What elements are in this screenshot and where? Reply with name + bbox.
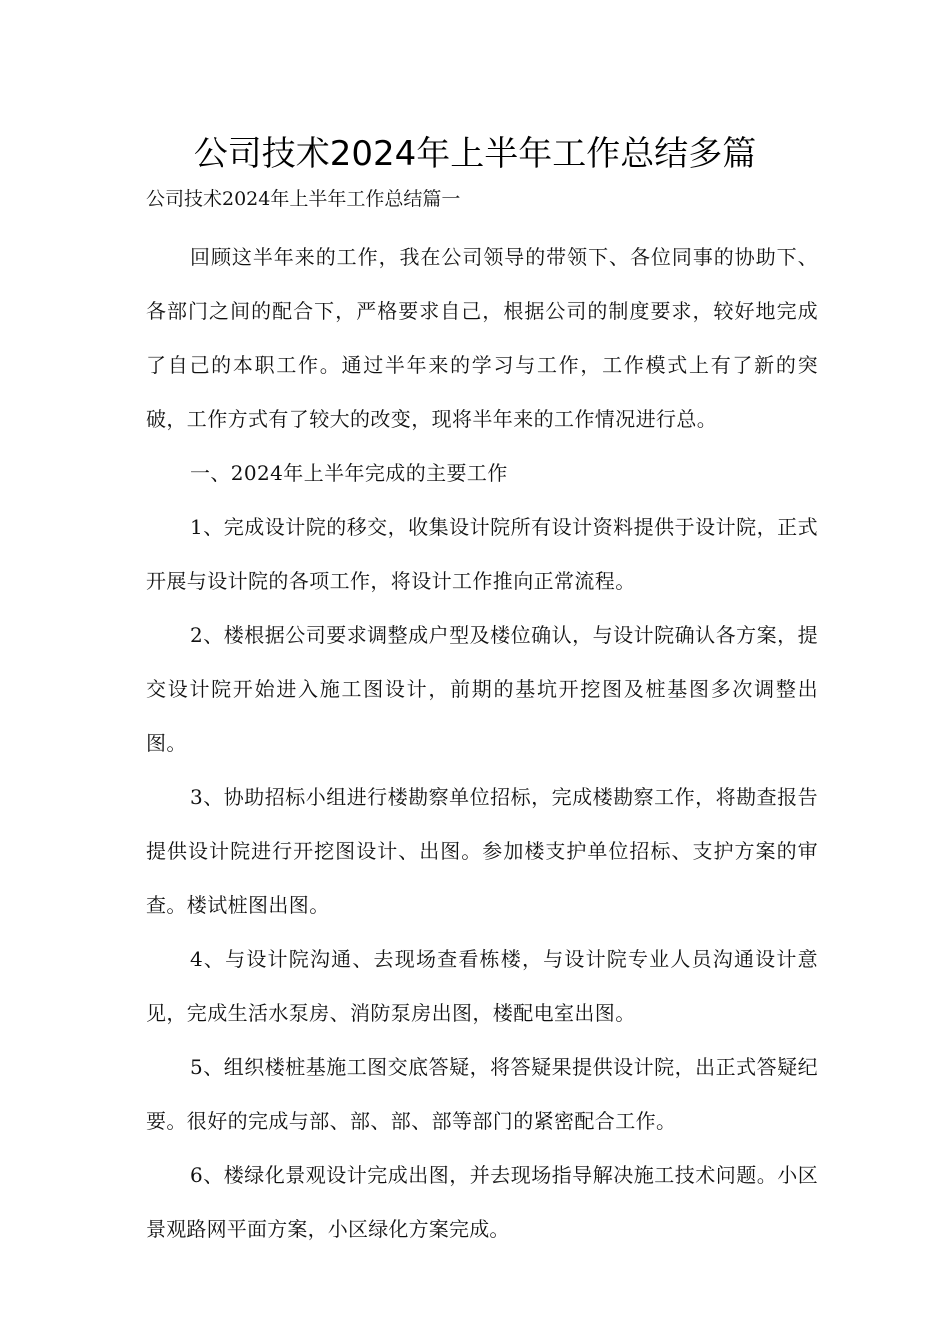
paragraph-item-5: 5、组织楼桩基施工图交底答疑，将答疑果提供设计院，出正式答疑纪要。很好的完成与部、部、部、部等部门的紧密配合工作。 <box>146 1055 818 1133</box>
section-heading: 公司技术2024年上半年工作总结篇一 <box>146 188 461 210</box>
paragraph-intro: 回顾这半年来的工作，我在公司领导的带领下、各位同事的协助下、各部门之间的配合下，严格要求自己，根据公司的制度要求，较好地完成了自己的本职工作。通过半年来的学习与工作，工作模式上有了新的突破，工作方式有了较大的改变，现将半年来的工作情况进行总。 <box>146 245 818 431</box>
paragraph-item-6: 6、楼绿化景观设计完成出图，并去现场指导解决施工技术问题。小区景观路网平面方案，小区绿化方案完成。 <box>146 1163 818 1241</box>
document-title: 公司技术2024年上半年工作总结多篇 <box>193 134 757 174</box>
paragraph-item-4: 4、与设计院沟通、去现场查看栋楼，与设计院专业人员沟通设计意见，完成生活水泵房、消防泵房出图，楼配电室出图。 <box>146 947 818 1025</box>
paragraph-section-heading: 一、2024年上半年完成的主要工作 <box>190 461 508 485</box>
paragraph-item-3: 3、协助招标小组进行楼勘察单位招标，完成楼勘察工作，将勘查报告提供设计院进行开挖图设计、出图。参加楼支护单位招标、支护方案的审查。楼试桩图出图。 <box>146 785 818 917</box>
document-body <box>146 230 818 1256</box>
paragraph-item-1: 1、完成设计院的移交，收集设计院所有设计资料提供于设计院，正式开展与设计院的各项工作，将设计工作推向正常流程。 <box>146 515 818 593</box>
paragraph-item-2: 2、楼根据公司要求调整成户型及楼位确认，与设计院确认各方案，提交设计院开始进入施工图设计，前期的基坑开挖图及桩基图多次调整出图。 <box>146 623 818 755</box>
